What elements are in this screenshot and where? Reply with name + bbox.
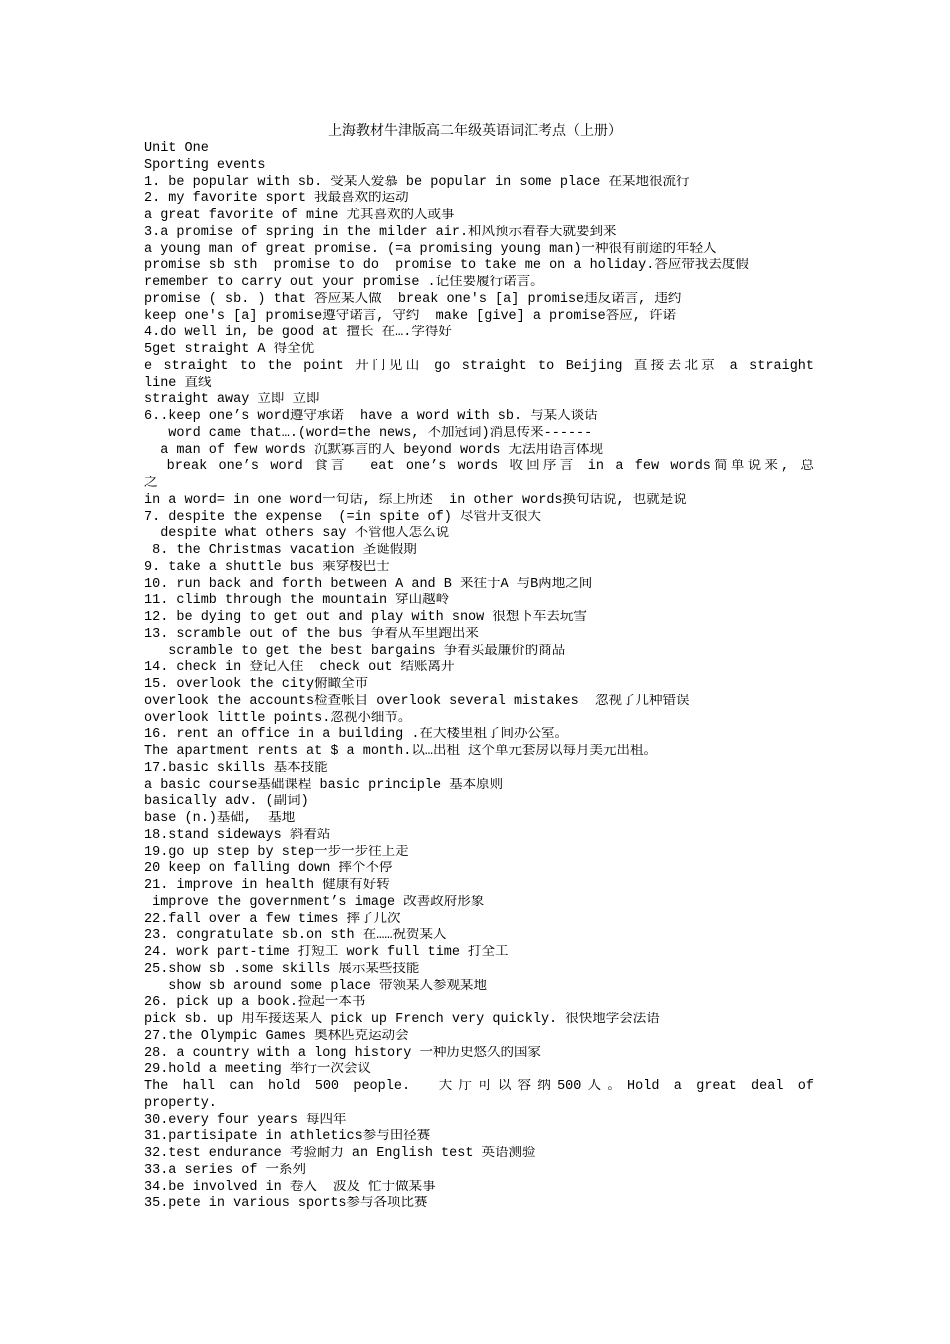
text-line: 8. the Christmas vacation 圣诞假期: [144, 543, 417, 558]
text-line: 27.the Olympic Games 奥林匹克运动会: [144, 1028, 409, 1044]
text-line: e straight to the point 开门见山 go straight to Beijing 直接去北京 a straight: [144, 358, 814, 374]
text-line: 2. my favorite sport 我最喜欢的运动: [144, 191, 409, 207]
text-line: 17.basic skills 基本技能: [144, 760, 328, 776]
text-line: overlook the accounts检查帐目 overlook several mistakes 忽视了几种错误: [144, 693, 690, 709]
document-body: [144, 141, 814, 1213]
text-line: a great favorite of mine 尤其喜欢的人或事: [144, 208, 455, 223]
text-line: 20 keep on falling down 摔个不停: [144, 861, 393, 877]
text-line: improve the government’s image 改善政府形象: [144, 894, 485, 910]
text-line: 28. a country with a long history 一种历史悠久的国家: [144, 1045, 541, 1061]
text-line: 18.stand sideways 斜着站: [144, 827, 331, 843]
text-line: 3.a promise of spring in the milder air.和风预示着春天就要到来: [144, 224, 617, 240]
text-line: overlook little points.忽视小细节。: [144, 710, 412, 726]
text-line: 32.test endurance 考验耐力 an English test 英语测验: [144, 1146, 536, 1161]
text-line: despite what others say 不管他人怎么说: [144, 526, 450, 542]
text-line: base (n.)基础, 基地: [144, 811, 296, 826]
text-line: 14. check in 登记入住 check out 结账离开: [144, 660, 455, 676]
text-line: 33.a series of 一系列: [144, 1162, 307, 1178]
text-line: 6..keep one’s word遵守承诺 have a word with sb. 与某人谈话: [144, 409, 598, 424]
text-line: Unit One: [144, 141, 209, 156]
text-line: promise sb sth promise to do promise to take me on a holiday.答应带我去度假: [144, 258, 749, 274]
text-line: a basic course基础课程 basic principle 基本原则: [144, 777, 504, 793]
text-line: 19.go up step by step一步一步往上走: [144, 844, 409, 860]
text-line: show sb around some place 带领某人参观某地: [144, 978, 487, 994]
text-line: 34.be involved in 卷入 波及 忙于做某事: [144, 1179, 436, 1195]
text-line: 22.fall over a few times 摔了几次: [144, 911, 401, 927]
text-line: 24. work part-time 打短工 work full time 打全工: [144, 945, 509, 960]
text-line: break one’s word 食言 eat one’s words 收回序言 in a few words简单说来, 总: [144, 459, 814, 475]
text-line: 21. improve in health 健康有好转: [144, 878, 390, 893]
text-line: pick sb. up 用车接送某人 pick up French very quickly. 很快地学会法语: [144, 1012, 660, 1027]
text-line: 30.every four years 每四年: [144, 1112, 347, 1128]
text-line: 35.pete in various sports参与各项比赛: [144, 1196, 428, 1212]
text-line: word came that….(word=the news, 不加冠词)消息传来------: [144, 425, 593, 441]
text-line: The hall can hold 500 people. 大厅可以容纳500人。Hold a great deal of: [144, 1079, 814, 1094]
text-line: 13. scramble out of the bus 争着从车里跑出来: [144, 626, 479, 642]
text-line: 26. pick up a book.捡起一本书: [144, 995, 366, 1011]
text-line: 9. take a shuttle bus 乘穿梭巴士: [144, 559, 390, 575]
text-line: 12. be dying to get out and play with snow 很想下车去玩雪: [144, 610, 587, 625]
text-line: 31.partisipate in athletics参与田径赛: [144, 1129, 431, 1145]
text-line: 25.show sb .some skills 展示某些技能: [144, 961, 420, 977]
text-line: scramble to get the best bargains 争着买最廉价的商品: [144, 643, 566, 659]
page-title: 上海教材牛津版高二年级英语词汇考点（上册）: [328, 123, 622, 139]
text-line: 7. despite the expense (=in spite of) 尽管开支很大: [144, 509, 541, 525]
text-line: 11. climb through the mountain 穿山越岭: [144, 593, 450, 609]
text-line: 16. rent an office in a building .在大楼里租了间办公室。: [144, 727, 568, 743]
text-line: promise ( sb. ) that 答应某人做 break one's [a] promise违反诺言, 违约: [144, 291, 682, 307]
text-line: a man of few words 沉默寡言的人 beyond words 无法用语言体现: [144, 442, 604, 458]
text-line: 23. congratulate sb.on sth 在……祝贺某人: [144, 928, 447, 944]
text-line: 10. run back and forth between A and B 来往于A 与B两地之间: [144, 576, 593, 592]
text-line: 29.hold a meeting 举行一次会议: [144, 1062, 371, 1078]
text-line: 之: [144, 476, 158, 491]
text-line: 15. overlook the city俯瞰全市: [144, 677, 369, 692]
text-line: property.: [144, 1095, 217, 1111]
text-line: in a word= in one word一句话, 综上所述 in other words换句话说, 也就是说: [144, 492, 687, 508]
text-line: remember to carry out your promise .记住要履行诺言。: [144, 275, 544, 290]
text-line: 4.do well in, be good at 擅长 在….学得好: [144, 325, 452, 341]
text-line: keep one's [a] promise遵守诺言, 守约 make [give] a promise答应, 许诺: [144, 308, 676, 324]
text-line: 5get straight A 得全优: [144, 342, 315, 357]
text-line: a young man of great promise. (=a promising young man)一种很有前途的年轻人: [144, 241, 717, 257]
text-line: straight away 立即 立即: [144, 392, 320, 408]
text-line: 1. be popular with sb. 受某人爱慕 be popular in some place 在某地很流行: [144, 174, 690, 190]
text-line: The apartment rents at $ a month.以…出租 这个单元套房以每月美元出租。: [144, 744, 658, 759]
text-line: Sporting events: [144, 157, 266, 173]
text-line: basically adv. (副词): [144, 794, 309, 810]
text-line: line 直线: [144, 375, 212, 391]
